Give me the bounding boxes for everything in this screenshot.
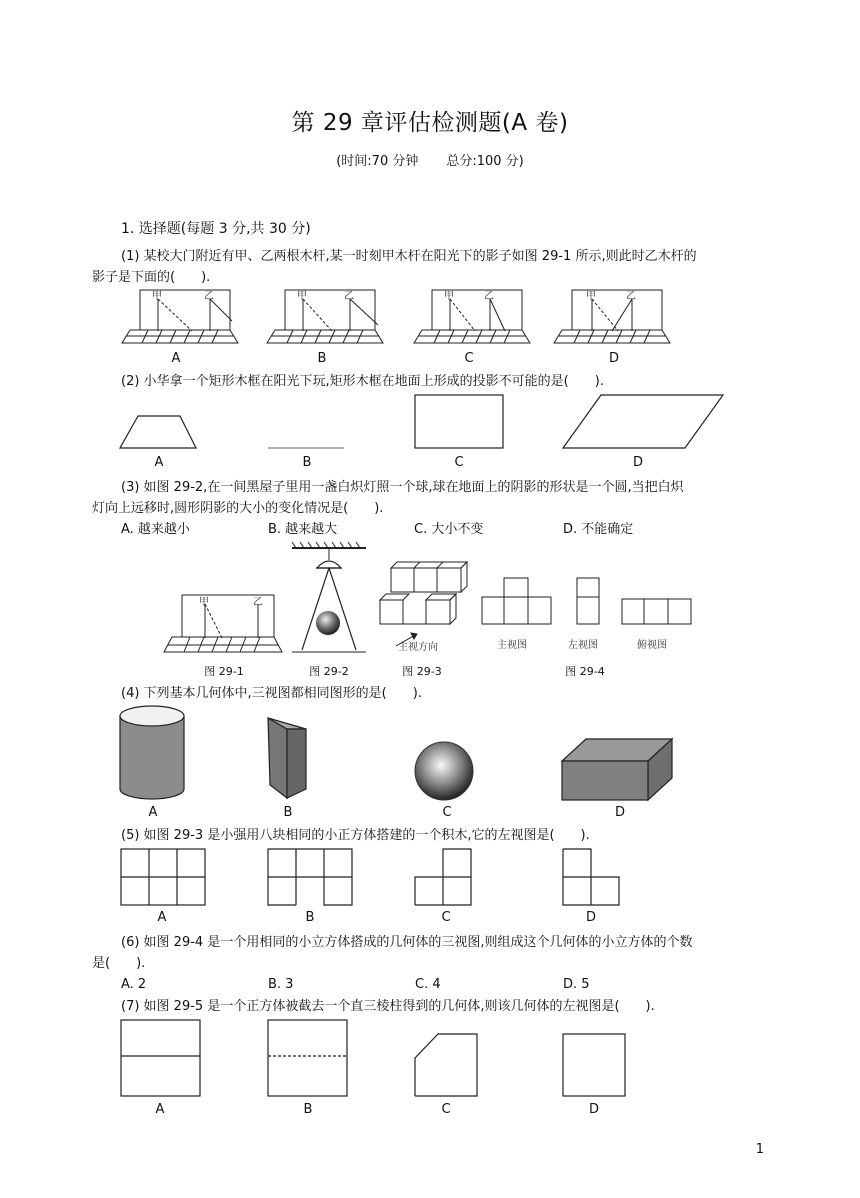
q3-choice-c[interactable]: C. 大小不变	[414, 522, 484, 537]
grid-option-c	[415, 849, 471, 905]
subtitle	[0, 150, 860, 169]
q2-option-c[interactable]: C	[454, 455, 464, 470]
q6-line1: (6) 如图 29-4 是一个用相同的小立方体搭成的几何体的三视图,则组成这个几何体的小立方体的个数	[121, 935, 693, 950]
figure-29-2	[292, 542, 366, 652]
q4-line1: (4) 下列基本几何体中,三视图都相同图形的是( ).	[121, 686, 422, 701]
parallelogram-shape	[563, 395, 723, 448]
q3-line2: 灯向上远移时,圆形阴影的大小的变化情况是( ).	[92, 501, 384, 516]
q5-option-a[interactable]: A	[157, 910, 167, 925]
q1-line2: 影子是下面的( ).	[92, 270, 211, 285]
pole-a-label: 甲	[199, 597, 209, 608]
q6-choice-a[interactable]: A. 2	[121, 977, 147, 992]
pole-a-label: 甲	[297, 291, 307, 302]
shadow-figure-d	[554, 290, 670, 343]
q4-option-figures	[0, 703, 860, 803]
q3-choice-d[interactable]: D. 不能确定	[563, 522, 634, 537]
q5-line1: (5) 如图 29-3 是小强用八块相同的小正方体搭建的一个积木,它的左视图是( ).	[121, 828, 590, 843]
q3-choice-b[interactable]: B. 越来越大	[268, 522, 338, 537]
q7-option-a[interactable]: A	[155, 1102, 165, 1117]
q4-option-a[interactable]: A	[148, 805, 158, 820]
grid-option-a	[121, 849, 205, 905]
pole-b-label: 乙	[204, 291, 214, 302]
pole-b-label: 乙	[626, 291, 636, 302]
q7-option-d[interactable]: D	[588, 1102, 599, 1117]
top-view-label: 俯视图	[637, 640, 667, 651]
time-info: (时间:70 分钟	[336, 154, 419, 169]
q2-option-b[interactable]: B	[302, 455, 312, 470]
q1-options-figures	[0, 285, 860, 355]
figure-29-2-caption: 图 29-2	[309, 665, 349, 678]
q4-option-d[interactable]: D	[614, 805, 625, 820]
figure-29-4-caption: 图 29-4	[565, 665, 605, 678]
q3-choice-a[interactable]: A. 越来越小	[121, 522, 190, 537]
section-heading: 1. 选择题(每题 3 分,共 30 分)	[121, 221, 311, 237]
q4-option-b[interactable]: B	[283, 805, 293, 820]
q1-option-b[interactable]: B	[317, 351, 327, 366]
cut-cube-view-c	[415, 1034, 477, 1096]
q1-line1: (1) 某校大门附近有甲、乙两根木杆,某一时刻甲木杆在阳光下的影子如图 29-1 所示,则此时乙木杆的	[121, 249, 697, 264]
figure-29-1	[164, 595, 282, 652]
q7-line1: (7) 如图 29-5 是一个正方体被截去一个直三棱柱得到的几何体,则该几何体的左视图是( ).	[121, 999, 655, 1014]
q6-choice-b[interactable]: B. 3	[268, 977, 294, 992]
q2-line1: (2) 小华拿一个矩形木框在阳光下玩,矩形木框在地面上形成的投影不可能的是( ).	[121, 374, 604, 389]
cuboid-shape	[562, 739, 672, 800]
cut-cube-view-b	[268, 1020, 347, 1096]
triangular-prism-shape	[268, 718, 306, 798]
q5-option-b[interactable]: B	[305, 910, 315, 925]
q1-option-c[interactable]: C	[464, 351, 474, 366]
figures-29-1-to-29-4	[0, 540, 860, 660]
cut-cube-view-a	[121, 1020, 200, 1096]
pole-a-label: 甲	[444, 291, 454, 302]
figure-29-4	[482, 578, 691, 624]
q2-option-d[interactable]: D	[632, 455, 643, 470]
q2-option-figures	[0, 390, 860, 450]
figure-29-3-caption: 图 29-3	[402, 665, 442, 678]
shadow-figure-c	[414, 290, 530, 343]
figure-29-1-caption: 图 29-1	[204, 665, 244, 678]
pole-a-label: 甲	[152, 291, 162, 302]
view-direction-label: 主视方向	[398, 642, 438, 653]
page-title: 第 29 章评估检测题(A 卷)	[291, 110, 569, 136]
q2-option-a[interactable]: A	[154, 455, 164, 470]
q5-option-figures	[0, 845, 860, 905]
left-view-label: 左视图	[568, 640, 598, 651]
pole-b-label: 乙	[484, 291, 494, 302]
q6-line2: 是( ).	[92, 956, 146, 971]
q5-option-d[interactable]: D	[585, 910, 596, 925]
cut-cube-view-d	[563, 1034, 625, 1096]
grid-option-d	[563, 849, 619, 905]
q6-choice-d[interactable]: D. 5	[563, 977, 590, 992]
pole-b-label: 乙	[344, 291, 354, 302]
q1-option-d[interactable]: D	[608, 351, 619, 366]
grid-option-b	[268, 849, 352, 905]
pole-b-label: 乙	[253, 597, 263, 608]
q6-choice-c[interactable]: C. 4	[415, 977, 441, 992]
cylinder-shape	[120, 706, 184, 799]
page-number: 1	[755, 1142, 764, 1157]
figure-29-3	[380, 562, 467, 646]
q7-option-b[interactable]: B	[303, 1102, 313, 1117]
front-view-label: 主视图	[497, 640, 527, 651]
q3-line1: (3) 如图 29-2,在一间黑屋子里用一盏白炽灯照一个球,球在地面上的阴影的形状是一个圆,当把白炽	[121, 480, 684, 495]
shadow-figure-a	[122, 290, 238, 343]
q4-option-c[interactable]: C	[442, 805, 452, 820]
trapezoid-shape	[120, 416, 196, 448]
sphere-shape	[415, 742, 473, 800]
total-score: 总分:100 分)	[446, 154, 524, 169]
q5-option-c[interactable]: C	[441, 910, 451, 925]
rectangle-shape	[415, 395, 503, 448]
q1-option-a[interactable]: A	[171, 351, 181, 366]
q7-option-c[interactable]: C	[441, 1102, 451, 1117]
shadow-figure-b	[267, 290, 383, 343]
q7-option-figures	[0, 1018, 860, 1098]
pole-a-label: 甲	[586, 291, 596, 302]
